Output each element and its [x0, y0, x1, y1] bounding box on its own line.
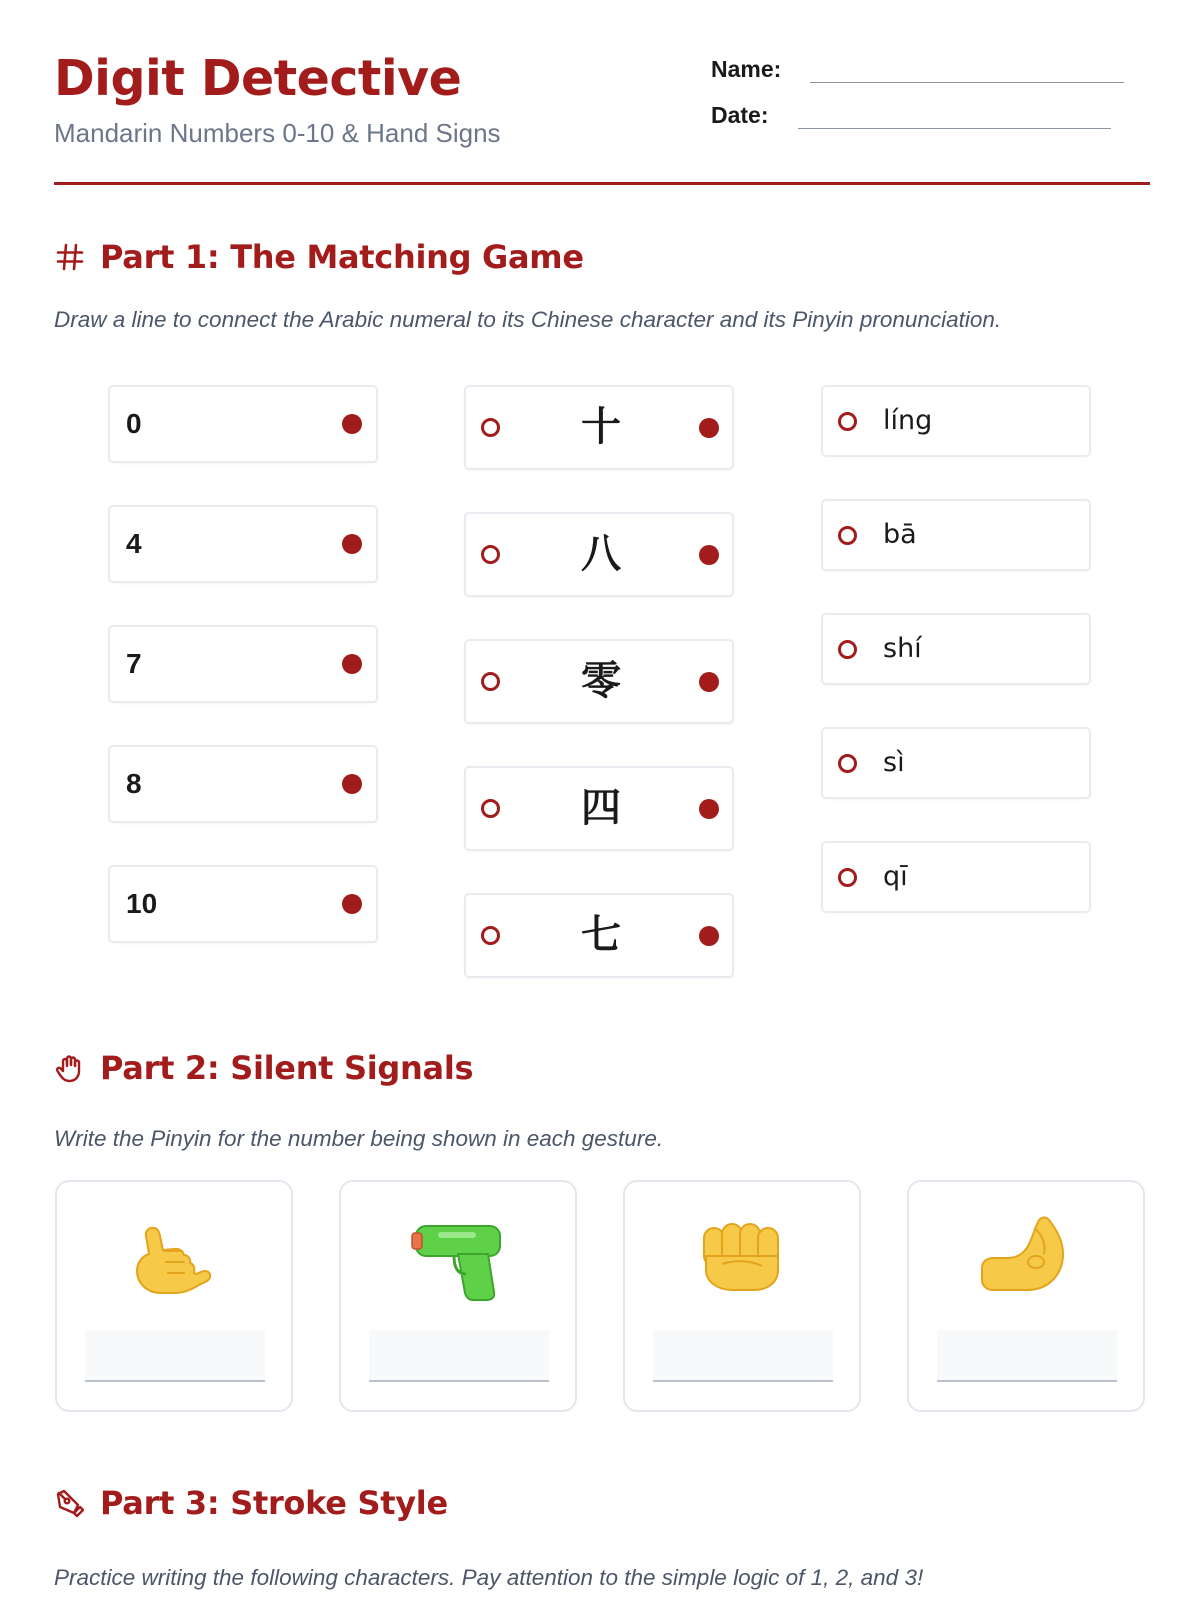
- fist-icon: [625, 1206, 859, 1306]
- character-label: 四: [581, 785, 621, 831]
- part2-instruction: Write the Pinyin for the number being shown in each gesture.: [54, 1126, 664, 1151]
- character-label: 零: [581, 658, 621, 704]
- numeral-card-7: [108, 625, 378, 703]
- gesture-answer-field[interactable]: [369, 1330, 549, 1382]
- pinyin-label: sì: [883, 747, 905, 778]
- name-label: Name:: [711, 56, 782, 82]
- connector-dot[interactable]: [342, 414, 362, 434]
- hash-icon: [54, 241, 86, 273]
- pinyin-card: [821, 727, 1091, 799]
- pinyin-card: [821, 613, 1091, 685]
- pinyin-card: [821, 499, 1091, 571]
- numeral-label: 10: [126, 888, 158, 919]
- character-card: [464, 766, 734, 851]
- pinyin-label: bā: [883, 519, 917, 550]
- part1-title: Part 1: The Matching Game: [100, 238, 584, 276]
- page-subtitle: Mandarin Numbers 0-10 & Hand Signs: [54, 118, 501, 148]
- pinyin-card: [821, 841, 1091, 913]
- connector-ring[interactable]: [481, 926, 500, 945]
- character-label: 七: [581, 912, 621, 958]
- connector-dot[interactable]: [699, 926, 719, 946]
- gesture-card: [907, 1180, 1145, 1412]
- part1-heading: [54, 238, 584, 276]
- pinched-fingers-icon: [909, 1206, 1143, 1306]
- connector-ring[interactable]: [838, 526, 857, 545]
- part1-instruction: Draw a line to connect the Arabic numeral to its Chinese character and its Pinyin pronunciation.: [54, 307, 1002, 332]
- connector-ring[interactable]: [838, 640, 857, 659]
- numeral-label: 0: [126, 408, 142, 439]
- pinyin-label: qī: [883, 861, 908, 892]
- worksheet-header: [54, 50, 1150, 185]
- gesture-card: [55, 1180, 293, 1412]
- numeral-card-4: [108, 505, 378, 583]
- connector-dot[interactable]: [699, 672, 719, 692]
- numeral-card-8: [108, 745, 378, 823]
- part3-title: Part 3: Stroke Style: [100, 1484, 448, 1522]
- date-label: Date:: [711, 102, 769, 128]
- character-card: [464, 512, 734, 597]
- pinyin-label: líng: [883, 405, 933, 436]
- pinyin-label: shí: [883, 633, 922, 664]
- connector-ring[interactable]: [838, 754, 857, 773]
- connector-dot[interactable]: [342, 894, 362, 914]
- connector-ring[interactable]: [838, 412, 857, 431]
- numeral-label: 4: [126, 528, 142, 559]
- character-card: [464, 893, 734, 978]
- part2-heading: [54, 1049, 473, 1087]
- gesture-answer-field[interactable]: [653, 1330, 833, 1382]
- gesture-answer-field[interactable]: [85, 1330, 265, 1382]
- numeral-label: 7: [126, 648, 142, 679]
- part2-title: Part 2: Silent Signals: [100, 1049, 474, 1087]
- character-label: 十: [581, 404, 621, 450]
- connector-dot[interactable]: [342, 534, 362, 554]
- character-card: [464, 385, 734, 470]
- call-me-hand-icon: [57, 1206, 291, 1306]
- page-title: Digit Detective: [54, 50, 462, 107]
- connector-ring[interactable]: [481, 672, 500, 691]
- connector-dot[interactable]: [342, 774, 362, 794]
- connector-dot[interactable]: [699, 799, 719, 819]
- hand-icon: [54, 1052, 86, 1084]
- connector-ring[interactable]: [838, 868, 857, 887]
- gesture-card: [623, 1180, 861, 1412]
- character-label: 八: [581, 531, 621, 577]
- pinyin-card: [821, 385, 1091, 457]
- water-pistol-icon: [341, 1206, 575, 1306]
- gesture-card: [339, 1180, 577, 1412]
- connector-ring[interactable]: [481, 545, 500, 564]
- numeral-label: 8: [126, 768, 142, 799]
- name-field[interactable]: [810, 82, 1124, 83]
- pen-icon: [54, 1487, 86, 1519]
- part3-heading: [54, 1484, 448, 1522]
- connector-ring[interactable]: [481, 418, 500, 437]
- connector-ring[interactable]: [481, 799, 500, 818]
- date-field[interactable]: [798, 128, 1111, 129]
- connector-dot[interactable]: [699, 545, 719, 565]
- part3-instruction: Practice writing the following characters. Pay attention to the simple logic of 1, 2, and 3!: [54, 1565, 924, 1590]
- connector-dot[interactable]: [699, 418, 719, 438]
- numeral-card-0: [108, 385, 378, 463]
- connector-dot[interactable]: [342, 654, 362, 674]
- numeral-card-10: [108, 865, 378, 943]
- character-card: [464, 639, 734, 724]
- gesture-answer-field[interactable]: [937, 1330, 1117, 1382]
